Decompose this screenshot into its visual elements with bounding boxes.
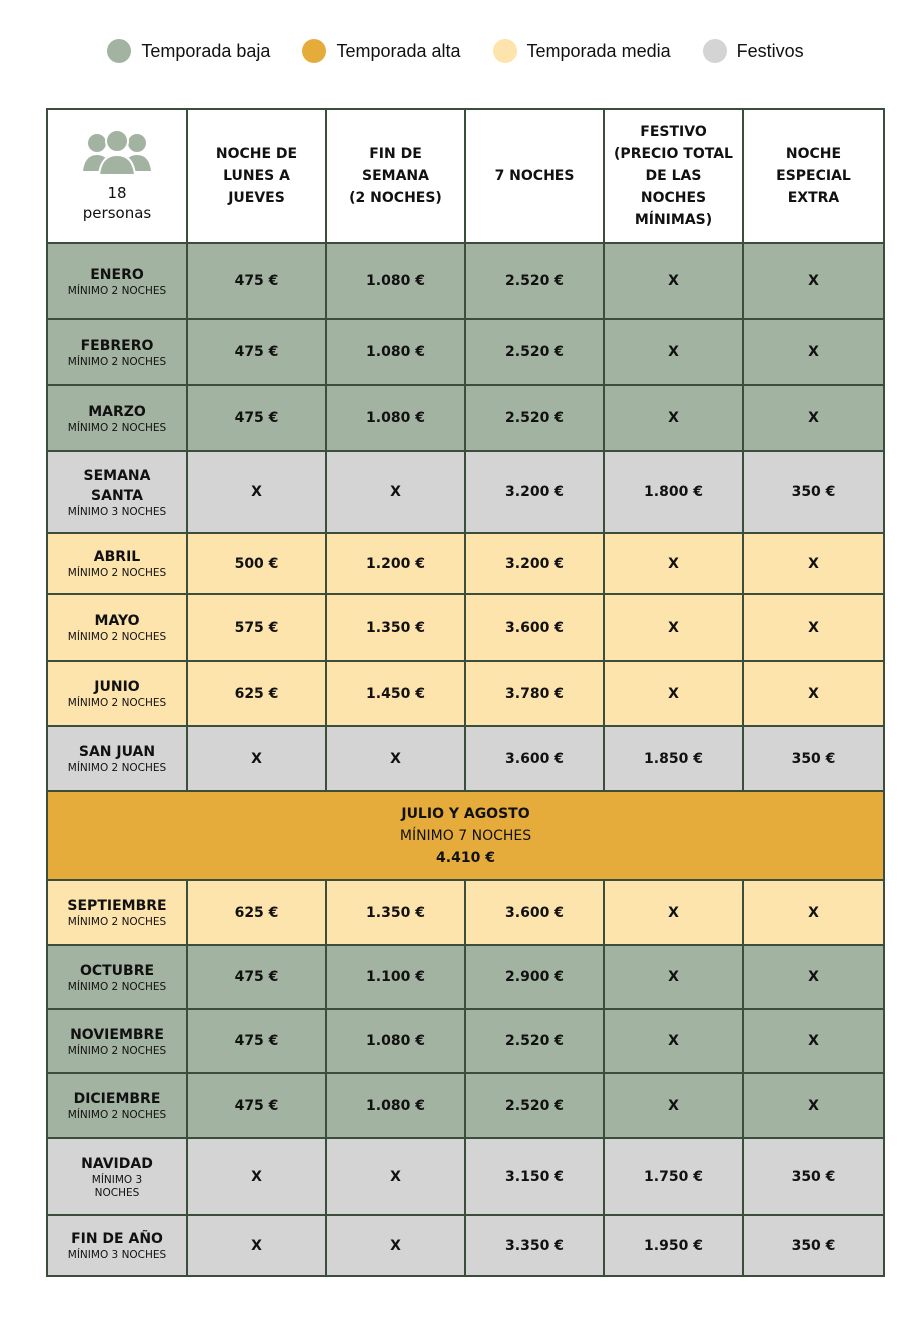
price-cell: 3.200 €	[465, 533, 604, 594]
table-row	[47, 594, 884, 661]
column-header	[743, 109, 884, 243]
table-row	[47, 1073, 884, 1138]
column-header	[604, 109, 743, 243]
price-cell: 3.780 €	[465, 661, 604, 726]
table-row	[47, 1009, 884, 1073]
column-header-line: 7 NOCHES	[494, 168, 575, 184]
price-cell: 1.080 €	[326, 1073, 465, 1138]
period-cell	[47, 661, 187, 726]
period-name: ENERO	[90, 266, 144, 283]
minimum-nights: NOCHES	[94, 1186, 140, 1199]
price-cell: 1.800 €	[604, 451, 743, 533]
group-size-header	[47, 109, 187, 243]
price-cell: 1.100 €	[326, 945, 465, 1009]
table-row	[47, 791, 884, 880]
period-name: SEPTIEMBRE	[67, 898, 167, 914]
price-cell: 625 €	[187, 880, 326, 945]
price-cell: 475 €	[187, 945, 326, 1009]
period-cell	[47, 1215, 187, 1276]
period-cell	[47, 880, 187, 945]
legend-swatch	[703, 39, 727, 63]
price-cell: X	[604, 533, 743, 594]
people-group-icon	[82, 129, 152, 179]
column-header-line: ESPECIAL	[776, 168, 851, 184]
period-name: OCTUBRE	[79, 962, 155, 979]
minimum-nights: MÍNIMO 2 NOCHES	[67, 916, 167, 928]
price-cell: X	[604, 945, 743, 1009]
table-row	[47, 661, 884, 726]
period-name: FIN DE AÑO	[71, 1231, 163, 1247]
legend-label: Temporada baja	[141, 40, 271, 61]
legend-swatch	[493, 39, 517, 63]
price-cell: 3.600 €	[465, 594, 604, 661]
legend-item	[302, 39, 460, 63]
price-cell: X	[326, 451, 465, 533]
price-cell: X	[604, 1009, 743, 1073]
minimum-nights: MÍNIMO 2 NOCHES	[67, 762, 167, 774]
price-cell: 500 €	[187, 533, 326, 594]
column-header	[187, 109, 326, 243]
price-cell: X	[604, 661, 743, 726]
price-cell: 1.750 €	[604, 1138, 743, 1215]
summer-season-cell	[47, 791, 884, 880]
minimum-nights: MÍNIMO 2 NOCHES	[67, 355, 167, 368]
price-cell: X	[187, 1138, 326, 1215]
price-cell: 575 €	[187, 594, 326, 661]
column-header-line: LUNES A	[223, 168, 290, 184]
price-cell: X	[743, 319, 884, 385]
price-cell: X	[743, 243, 884, 319]
column-header-line: SEMANA	[362, 168, 429, 184]
price-cell: 1.850 €	[604, 726, 743, 791]
price-cell: 2.900 €	[465, 945, 604, 1009]
period-cell	[47, 1009, 187, 1073]
period-name: DICIEMBRE	[73, 1091, 161, 1107]
price-cell: 1.350 €	[326, 594, 465, 661]
price-cell: 1.450 €	[326, 661, 465, 726]
legend-label: Temporada media	[526, 40, 671, 61]
period-cell	[47, 1073, 187, 1138]
price-cell: 350 €	[743, 726, 884, 791]
price-cell: 350 €	[743, 1215, 884, 1276]
price-cell: 475 €	[187, 385, 326, 451]
legend-swatch	[302, 39, 326, 63]
price-cell: X	[743, 594, 884, 661]
price-cell: X	[743, 661, 884, 726]
column-header	[465, 109, 604, 243]
price-cell: 2.520 €	[465, 319, 604, 385]
legend-item	[703, 39, 804, 63]
price-cell: 475 €	[187, 1009, 326, 1073]
price-cell: X	[604, 594, 743, 661]
period-cell	[47, 243, 187, 319]
table-row	[47, 1215, 884, 1276]
price-cell: 1.080 €	[326, 385, 465, 451]
column-header-line: NOCHE DE	[215, 146, 298, 162]
period-name: SANTA	[91, 487, 143, 504]
column-header-line: FESTIVO	[640, 124, 707, 140]
period-name: NAVIDAD	[81, 1155, 153, 1172]
price-cell: X	[743, 1009, 884, 1073]
period-cell	[47, 451, 187, 533]
column-header	[326, 109, 465, 243]
price-cell: 350 €	[743, 1138, 884, 1215]
price-cell: 475 €	[187, 319, 326, 385]
table-row	[47, 1138, 884, 1215]
minimum-nights: MÍNIMO 2 NOCHES	[67, 631, 167, 643]
price-cell: X	[187, 1215, 326, 1276]
price-cell: 625 €	[187, 661, 326, 726]
price-cell: 475 €	[187, 1073, 326, 1138]
summer-price: 4.410 €	[436, 849, 495, 866]
price-cell: X	[604, 385, 743, 451]
legend-item	[493, 39, 671, 63]
rates-table	[46, 108, 885, 1277]
price-cell: X	[604, 319, 743, 385]
minimum-nights: MÍNIMO 2 NOCHES	[67, 567, 167, 579]
price-cell: 1.350 €	[326, 880, 465, 945]
column-header-line: (2 NOCHES)	[349, 190, 442, 206]
minimum-nights: MÍNIMO 2 NOCHES	[67, 421, 167, 434]
minimum-nights: MÍNIMO 2 NOCHES	[67, 1109, 167, 1121]
table-row	[47, 945, 884, 1009]
period-name: JUNIO	[94, 679, 140, 695]
price-cell: 3.600 €	[465, 726, 604, 791]
period-name: SEMANA	[83, 467, 151, 484]
column-header-line: NOCHE	[785, 146, 842, 162]
price-cell: 1.080 €	[326, 243, 465, 319]
column-header-line: JUEVES	[228, 190, 285, 206]
column-header-line: NOCHES	[640, 190, 707, 206]
price-cell: X	[187, 451, 326, 533]
legend-label: Temporada alta	[336, 40, 461, 61]
column-header-line: FIN DE	[369, 146, 422, 162]
period-name: FEBRERO	[80, 337, 154, 354]
price-cell: 3.200 €	[465, 451, 604, 533]
period-name: MAYO	[94, 613, 140, 629]
period-cell	[47, 726, 187, 791]
table-row	[47, 385, 884, 451]
price-cell: X	[743, 1073, 884, 1138]
price-cell: X	[326, 1138, 465, 1215]
table-row	[47, 533, 884, 594]
column-header-line: DE LAS	[645, 168, 702, 184]
table-row	[47, 451, 884, 533]
table-row	[47, 726, 884, 791]
period-cell	[47, 385, 187, 451]
legend-item	[107, 39, 270, 63]
price-cell: 1.200 €	[326, 533, 465, 594]
season-legend	[0, 36, 911, 66]
price-cell: 350 €	[743, 451, 884, 533]
table-row	[47, 243, 884, 319]
period-cell	[47, 945, 187, 1009]
price-cell: 1.080 €	[326, 319, 465, 385]
column-header-line: EXTRA	[787, 190, 840, 206]
price-cell: 2.520 €	[465, 1073, 604, 1138]
price-cell: 3.150 €	[465, 1138, 604, 1215]
price-cell: 1.950 €	[604, 1215, 743, 1276]
period-name: ABRIL	[93, 549, 141, 565]
table-row	[47, 880, 884, 945]
summer-minimum: MÍNIMO 7 NOCHES	[399, 827, 532, 844]
price-cell: X	[743, 533, 884, 594]
minimum-nights: MÍNIMO 2 NOCHES	[67, 284, 167, 297]
price-cell: 2.520 €	[465, 385, 604, 451]
price-cell: 1.080 €	[326, 1009, 465, 1073]
minimum-nights: MÍNIMO 3 NOCHES	[67, 505, 167, 518]
table-header-row	[47, 109, 884, 243]
price-cell: 3.600 €	[465, 880, 604, 945]
period-cell	[47, 594, 187, 661]
summer-title: JULIO Y AGOSTO	[401, 805, 530, 822]
minimum-nights: MÍNIMO 3 NOCHES	[67, 1249, 167, 1261]
price-cell: X	[187, 726, 326, 791]
price-cell: X	[743, 945, 884, 1009]
price-cell: 475 €	[187, 243, 326, 319]
price-cell: X	[604, 880, 743, 945]
price-cell: X	[604, 243, 743, 319]
period-name: MARZO	[88, 403, 146, 420]
minimum-nights: MÍNIMO 3	[91, 1173, 143, 1186]
price-cell: 3.350 €	[465, 1215, 604, 1276]
price-cell: 2.520 €	[465, 1009, 604, 1073]
minimum-nights: MÍNIMO 2 NOCHES	[67, 697, 167, 709]
price-cell: X	[326, 726, 465, 791]
price-cell: X	[604, 1073, 743, 1138]
price-cell: X	[326, 1215, 465, 1276]
legend-label: Festivos	[736, 40, 804, 61]
legend-swatch	[107, 39, 131, 63]
people-label: personas	[82, 204, 152, 222]
period-cell	[47, 1138, 187, 1215]
period-cell	[47, 533, 187, 594]
price-cell: X	[743, 385, 884, 451]
column-header-line: MÍNIMAS)	[634, 212, 713, 228]
period-cell	[47, 319, 187, 385]
minimum-nights: MÍNIMO 2 NOCHES	[67, 1044, 167, 1057]
people-count: 18	[107, 184, 127, 202]
period-name: SAN JUAN	[78, 744, 156, 760]
column-header-line: (PRECIO TOTAL	[614, 146, 733, 162]
table-row	[47, 319, 884, 385]
price-cell: X	[743, 880, 884, 945]
period-name: NOVIEMBRE	[70, 1026, 164, 1043]
price-cell: 2.520 €	[465, 243, 604, 319]
minimum-nights: MÍNIMO 2 NOCHES	[67, 980, 167, 993]
